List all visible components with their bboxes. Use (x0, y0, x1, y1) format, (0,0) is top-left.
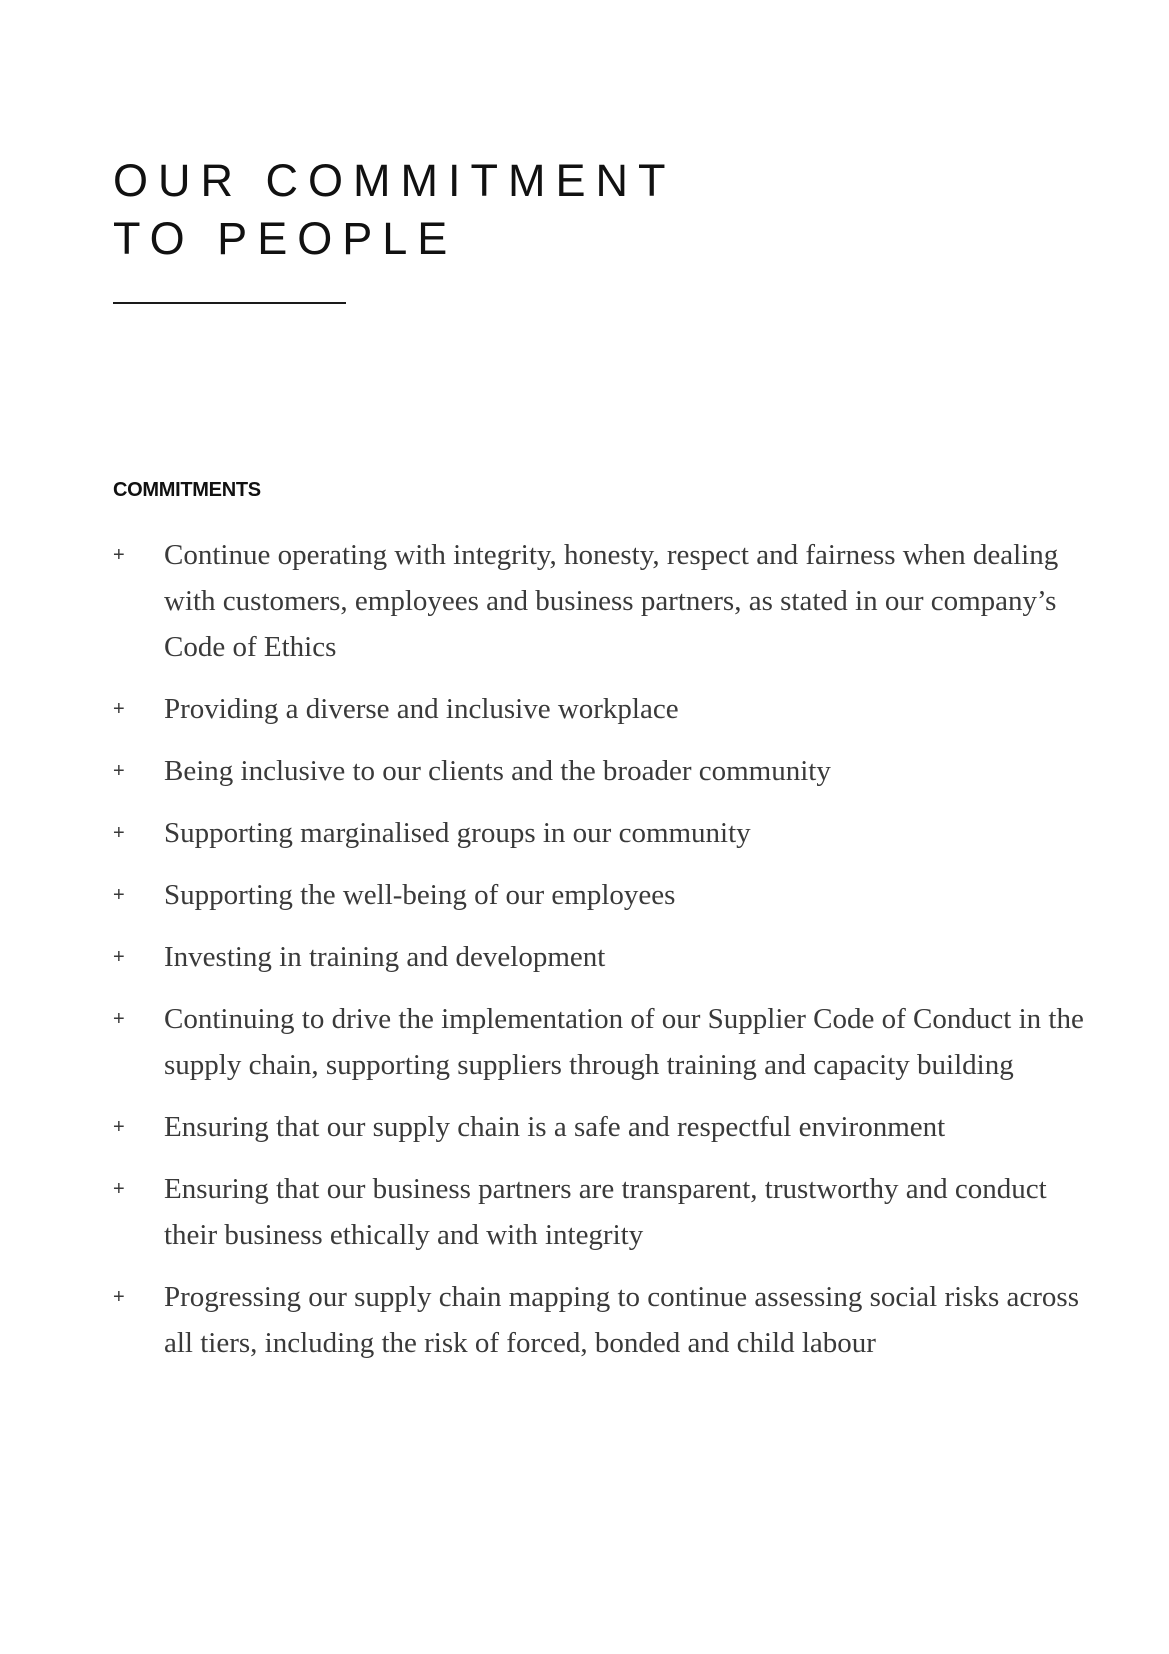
plus-bullet-icon: + (113, 884, 125, 906)
commitment-text: Continue operating with integrity, honesty, respect and fairness when dealing with customers, employees and business partners, as stated in our company’s Code of Ethics (164, 539, 1059, 663)
plus-bullet-icon: + (113, 1286, 125, 1308)
plus-bullet-icon: + (113, 1178, 125, 1200)
page-title (113, 152, 675, 268)
list-item (113, 810, 1093, 856)
page-title-line-2: TO PEOPLE (113, 213, 458, 264)
plus-bullet-icon: + (113, 698, 125, 720)
plus-bullet-icon: + (113, 760, 125, 782)
list-item (113, 934, 1093, 980)
commitment-text: Providing a diverse and inclusive workplace (164, 693, 679, 725)
commitment-text: Ensuring that our supply chain is a safe and respectful environment (164, 1111, 946, 1143)
page-title-line-1: OUR COMMITMENT (113, 155, 676, 206)
list-item (113, 748, 1093, 794)
plus-bullet-icon: + (113, 946, 125, 968)
list-item (113, 872, 1093, 918)
commitment-text: Continuing to drive the implementation of our Supplier Code of Conduct in the supply chain, supporting suppliers through training and capacity building (164, 1003, 1084, 1081)
commitment-text: Investing in training and development (164, 941, 606, 973)
commitment-text: Ensuring that our business partners are transparent, trustworthy and conduct their business ethically and with integrity (164, 1173, 1047, 1251)
list-item (113, 1274, 1093, 1366)
plus-bullet-icon: + (113, 544, 125, 566)
section-label-commitments: COMMITMENTS (113, 479, 261, 501)
list-item (113, 996, 1093, 1088)
list-item (113, 1166, 1093, 1258)
commitment-text: Supporting marginalised groups in our community (164, 817, 751, 849)
commitment-text: Being inclusive to our clients and the broader community (164, 755, 831, 787)
commitment-text: Progressing our supply chain mapping to continue assessing social risks across all tiers, including the risk of forced, bonded and child labour (164, 1281, 1079, 1359)
plus-bullet-icon: + (113, 822, 125, 844)
list-item (113, 532, 1093, 670)
title-underline-divider (113, 302, 346, 304)
list-item (113, 686, 1093, 732)
commitments-list (113, 532, 1093, 1382)
plus-bullet-icon: + (113, 1008, 125, 1030)
list-item (113, 1104, 1093, 1150)
plus-bullet-icon: + (113, 1116, 125, 1138)
commitment-text: Supporting the well-being of our employees (164, 879, 676, 911)
